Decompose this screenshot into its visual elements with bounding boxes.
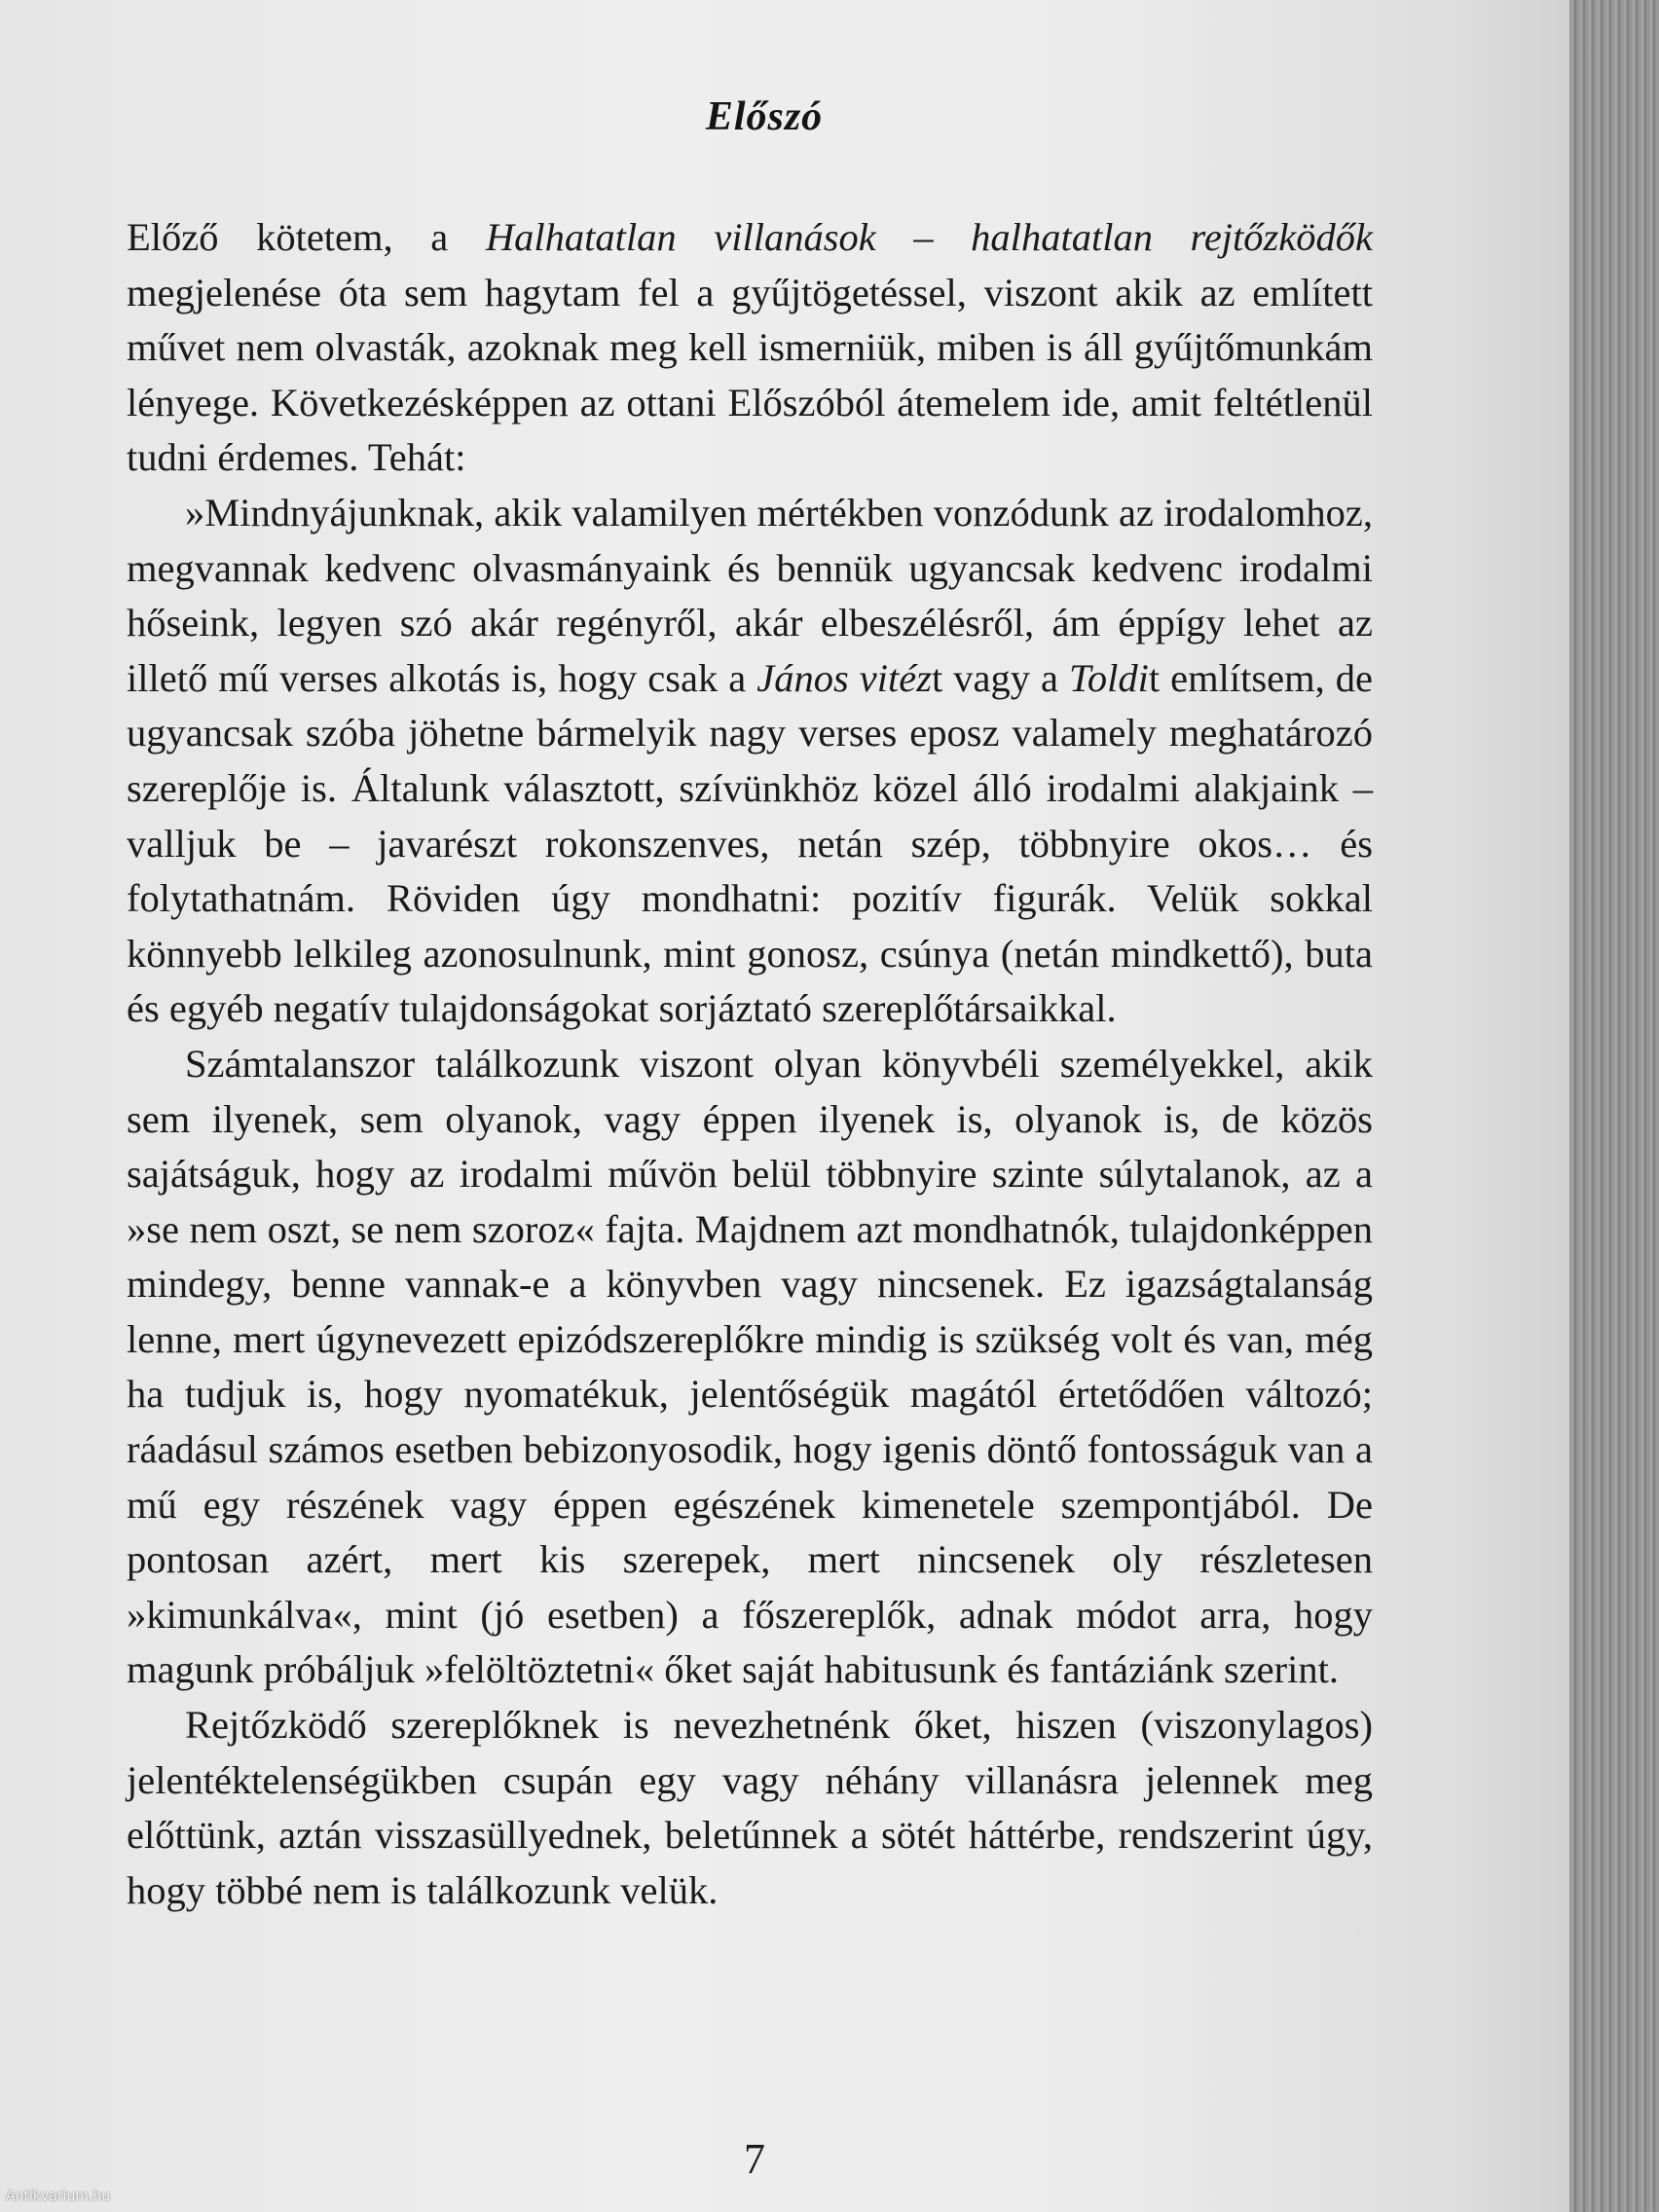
- page-number: 7: [744, 2135, 765, 2183]
- text-segment: Rejtőzködő szereplőknek is nevezhetnénk őket, hiszen (viszonylagos) jelentéktelenségükben csupán egy vagy néhány villanásra jelennek meg előttünk, aztán visszasüllyednek, beletűnnek a sötét háttérbe, rendszerint úgy, hogy többé nem is találkozunk velük.: [127, 1703, 1373, 1912]
- text-segment: t említsem, de ugyancsak szóba jöhetne bármelyik nagy verses eposz valamely meghatározó szereplője is. Általunk választott, szívünkhöz közel álló irodalmi alakjaink – valljuk be – javarészt rokonszenves, netán szép, többnyire okos… és folytathatnám. Röviden úgy mondhatni: pozitív figurák. Velük sokkal könnyebb lelkileg azonosulnunk, mint gonosz, csúnya (netán mindkettő), buta és egyéb negatív tulajdonságokat sorjáztató szereplőtársaikkal.: [127, 655, 1373, 1031]
- page-edges: [1569, 0, 1659, 2212]
- paragraph: [127, 210, 1373, 486]
- text-segment: Számtalanszor találkozunk viszont olyan könyvbéli személyekkel, akik sem ilyenek, sem olyanok, vagy éppen ilyenek is, olyanok is, de közös sajátságuk, hogy az irodalmi művön belül többnyire szinte súlytalanok, az a »se nem oszt, se nem szoroz« fajta. Majdnem azt mondhatnók, tulajdonképpen mindegy, benne vannak-e a könyvben vagy nincsenek. Ez igazságtalanság lenne, mert úgynevezett epizódszereplőkre mindig is szükség volt és van, még ha tudjuk is, hogy nyomatékuk, jelentőségük magától értetődően változó; ráadásul számos esetben bebizonyosodik, hogy igenis döntő fontosságuk van a mű egy részének vagy éppen egészének kimenetele szempontjából. De pontosan azért, mert kis szerepek, mert nincsenek oly részletesen »kimunkálva«, mint (jó esetben) a főszereplők, adnak módot arra, hogy magunk próbáljuk »felöltöztetni« őket saját habitusunk és fantáziánk szerint.: [127, 1041, 1373, 1692]
- text-segment: »Mindnyájunknak, akik valamilyen mértékben vonzódunk az irodalomhoz, megvannak kedvenc olvasmányaink és bennük ugyancsak kedvenc irodalmi hőseink, legyen szó akár regényről, akár elbeszélésről, ám éppígy lehet az illető mű verses alkotás is, hogy csak a: [127, 490, 1373, 700]
- body-text: [127, 210, 1373, 1918]
- page-title: Előszó: [705, 94, 824, 139]
- watermark: Antikvarium.hu: [6, 2189, 111, 2204]
- text-segment: Előző kötetem, a: [127, 215, 486, 259]
- paragraph: [127, 1037, 1373, 1698]
- text-segment: t vagy a: [931, 655, 1070, 700]
- italic-title-text: János vitéz: [756, 655, 932, 700]
- italic-title-text: Toldi: [1069, 655, 1149, 700]
- italic-title-text: Halhatatlan villanások – halhatatlan rejtőzködők: [485, 215, 1374, 259]
- text-segment: megjelenése óta sem hagytam fel a gyűjtögetéssel, viszont akik az említett művet nem olvasták, azoknak meg kell ismerniük, miben is áll gyűjtőmunkám lényege. Következésképpen az ottani Előszóból átemelem ide, amit feltétlenül tudni érdemes. Tehát:: [127, 270, 1373, 480]
- paragraph: [127, 486, 1373, 1037]
- paragraph: [127, 1698, 1373, 1918]
